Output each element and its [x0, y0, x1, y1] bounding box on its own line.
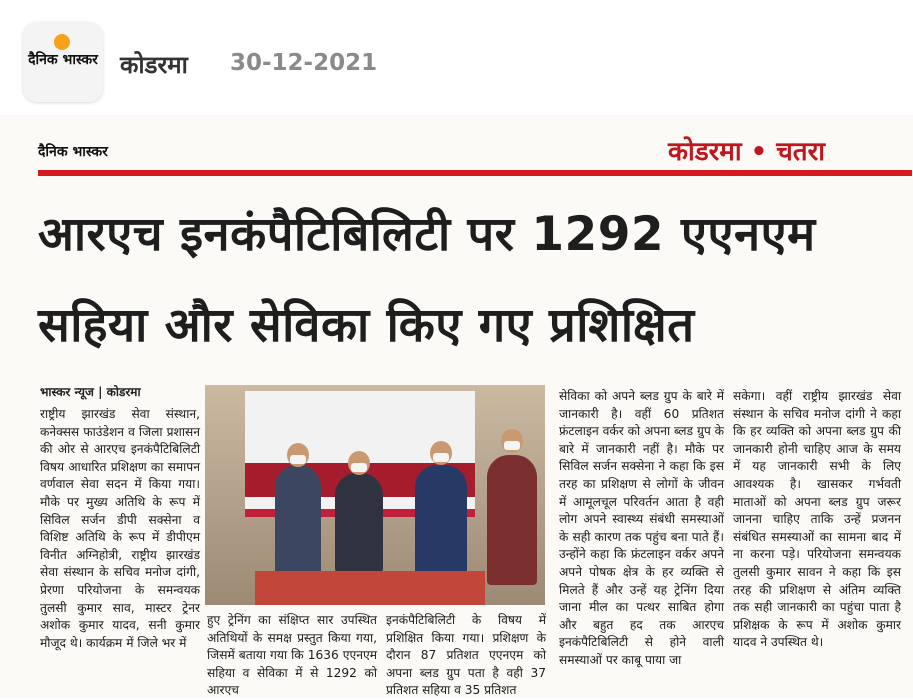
event-photo: [205, 385, 545, 605]
article-text: सकेगा। वहीं राष्ट्रीय झारखंड सेवा संस्थान के सचिव मनोज दांगी ने कहा कि हर व्यक्ति को अपना ब्लड ग्रुप की जानकारी होनी चाहिए आज के समय में यह जानकारी सभी के लिए आवश्यक है। खासकर गर्भवती माताओं को अपना ब्लड ग्रुप जरूर जानना चाहिए ताकि उन्हें प्रजनन संबंधित समस्याओं का सामना बाद में ना करना पड़े। परियोजना समन्वयक तुलसी कुमार सावन ने कहा कि इस तरह की प्रशिक्षण से अंतिम व्यक्ति तक सही जानकारी का पहुंचा पाता है प्रशिक्षक के रूप में अशोक कुमार यादव ने उपस्थित थे।: [733, 389, 901, 650]
headline-line-2: सहिया और सेविका किए गए प्रशिक्षित: [38, 298, 695, 353]
dainik-bhaskar-logo[interactable]: [23, 22, 103, 102]
stage-table: [255, 571, 485, 605]
paper-name: दैनिक भास्कर: [38, 144, 108, 160]
city-title: कोडरमा: [120, 51, 188, 79]
article-column-1: [40, 406, 200, 652]
article-text: इनकंपैटिबिलिटी के विषय में प्रशिक्षित किया गया। प्रशिक्षण के दौरान 87 प्रतिशत एएनएम को अपना ब्लड ग्रुप पता है वही 37 प्रतिशत सहिया व 35 प्रतिशत: [386, 613, 546, 698]
section-label: कोडरमा • चतरा: [668, 137, 825, 167]
edition-date: 30-12-2021: [230, 50, 378, 76]
article-text: हुए ट्रेनिंग का संक्षिप्त सार उपस्थित अतिथियों के समक्ष प्रस्तुत किया गया, जिसमें बताया गया कि 1636 एएनएम सहिया व सेविका में से 1292 को आरएच: [207, 613, 377, 698]
headline-line-1: आरएच इनकंपैटिबिलिटी पर 1292 एएनएम: [38, 207, 816, 262]
article-column-4: [733, 388, 901, 652]
byline: भास्कर न्यूज | कोडरमा: [40, 385, 141, 399]
article-column-2b: [386, 612, 546, 700]
app-header: [0, 0, 913, 115]
article-column-2: [207, 612, 377, 700]
section-divider: [38, 170, 912, 176]
logo-text: दैनिक भास्कर: [28, 52, 98, 68]
article-text: सेविका को अपने ब्लड ग्रुप के बारे में जानकारी है। वहीं 60 प्रतिशत फ्रंटलाइन वर्कर को अपना ब्लड ग्रुप के बारे में जानकारी नहीं है। मौके पर सिविल सर्जन सक्सेना ने कहा कि इस तरह का प्रशिक्षण से लोगों के जीवन में आमूलचूल परिवर्तन आता है वही लोग अपने स्वास्थ्य संबंधी समस्याओं के सही कारण तक पहुंच बना पाते हैं। उन्होंने कहा कि फ्रंटलाइन वर्कर अपने अपने पोषक क्षेत्र के हर व्यक्ति से मिलते हैं और उन्हें यह ट्रेनिंग दिया जाना मील का पत्थर साबित होगा और बहुत हद तक आरएच इनकंपैटिबिलिटी से होने वाली समस्याओं पर काबू पाया जा: [559, 389, 724, 667]
article-text: राष्ट्रीय झारखंड सेवा संस्थान, कनेक्सस फाउंडेशन व जिला प्रशासन की ओर से आरएच इनकंपैटिबिलिटी विषय आधारित प्रशिक्षण का समापन वर्णवाल सेवा सदन में किया गया। मौके पर मुख्य अतिथि के रूप में सिविल सर्जन डीपी सक्सेना व विशिष्ट अतिथि के रूप में डीपीएम विनीत अग्निहोत्री, राष्ट्रीय झारखंड सेवा संस्थान के सचिव मनोज दांगी, प्रेरणा परियोजना के समन्वयक तुलसी कुमार साव, मास्टर ट्रेनर अशोक कुमार यादव, सनी कुमार मौजूद थे। कार्यक्रम में जिले भर में: [40, 407, 200, 650]
sun-icon: [54, 34, 70, 50]
article-column-3: [559, 388, 724, 670]
